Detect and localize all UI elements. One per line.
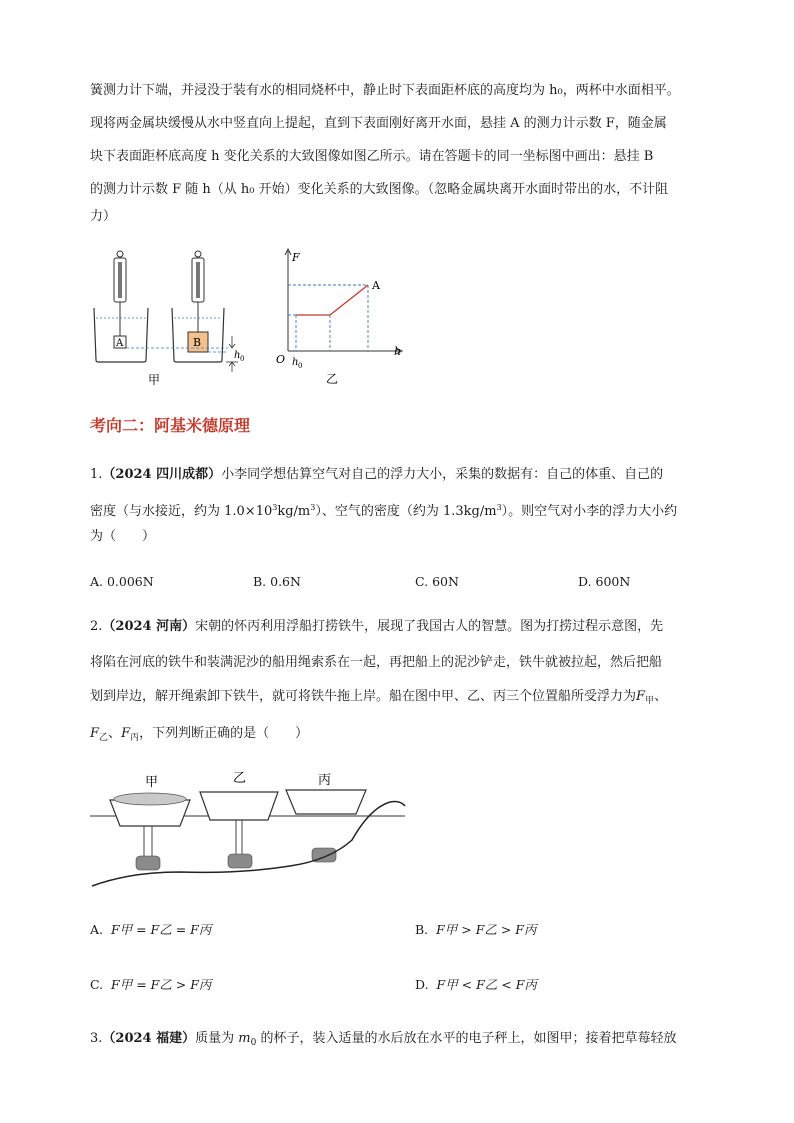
h0-label: h (234, 350, 241, 361)
q2-line-2: 将陷在河底的铁牛和装满泥沙的船用绳索系在一起，再把船上的泥沙铲走，铁牛就被拉起，然后把船 (90, 655, 663, 670)
q1-option-a[interactable]: A. 0.006N (90, 574, 154, 589)
block-b-label: B (193, 336, 202, 349)
h0-subscript: 0 (240, 355, 245, 363)
axis-h-label: h (394, 345, 402, 358)
figure-yi-graph (272, 245, 412, 390)
section-title: 考向二：阿基米德原理 (90, 416, 251, 435)
q1-option-d[interactable]: D. 600N (578, 574, 631, 589)
intro-line-4: 的测力计示数 F 随 h（从 h₀ 开始）变化关系的大致图像。（忽略金属块离开水面时带出的水，不计阻 (90, 182, 669, 197)
q1-source: （2024 四川成都） (102, 467, 222, 482)
q2-option-a[interactable]: A. F甲 = F乙 = F丙 (90, 922, 212, 937)
q1-line-3: 为（ ） (90, 529, 156, 544)
q1-number: 1. (90, 467, 103, 482)
intro-line-2: 现将两金属块缓慢从水中竖直向上提起，直到下表面刚好离开水面，悬挂 A 的测力计示数 F，随金属 (90, 116, 667, 131)
figure-yi-caption: 乙 (326, 372, 339, 386)
origin-label: O (276, 353, 286, 366)
figure-jia-caption: 甲 (148, 373, 161, 387)
h0-tick-subscript: 0 (298, 362, 303, 370)
boat-yi-label: 乙 (233, 771, 247, 786)
curve-a-label: A (372, 279, 380, 292)
q1-line-1: 1.（2024 四川成都）小李同学想估算空气对自己的浮力大小，采集的数据有：自己的体重、自己的 (90, 467, 664, 482)
intro-line-3: 块下表面距杯底高度 h 变化关系的大致图像如图乙所示。请在答题卡的同一坐标图中画出：悬挂 B (90, 149, 654, 164)
h0-tick-label: h (292, 357, 299, 368)
figure-jia-beakers (88, 248, 258, 388)
boat-jia-label: 甲 (145, 775, 159, 790)
q3-line-1: 3.（2024 福建）质量为 $m_0$ 的杯子，装入适量的水后放在水平的电子秤上，如图甲；接着把草莓轻放 (90, 1031, 677, 1048)
q2-option-b[interactable]: B. F甲 > F乙 > F丙 (415, 922, 537, 937)
q1-option-c[interactable]: C. 60N (415, 574, 459, 589)
boat-bing-label: 丙 (318, 773, 332, 788)
q2-line-3: 划到岸边，解开绳索卸下铁牛，就可将铁牛拖上岸。船在图中甲、乙、丙三个位置船所受浮力为$F_甲$、 (90, 689, 668, 706)
q2-line-4: $F_乙$、$F_丙$，下列判断正确的是（ ） (90, 726, 309, 743)
q2-line-1: 2.（2024 河南）宋朝的怀丙利用浮船打捞铁牛，展现了我国古人的智慧。图为打捞过程示意图，先 (90, 619, 664, 634)
q2-option-c[interactable]: C. F甲 = F乙 > F丙 (90, 977, 212, 992)
intro-line-5: 力） (90, 209, 117, 224)
block-a-label: A (116, 338, 124, 349)
boat-salvage-diagram (90, 768, 410, 890)
q2-option-d[interactable]: D. F甲 < F乙 < F丙 (415, 977, 537, 992)
q1-option-b[interactable]: B. 0.6N (253, 574, 301, 589)
intro-line-1: 簧测力计下端，并浸没于装有水的相同烧杯中，静止时下表面距杯底的高度均为 h₀，两杯中水面相平。 (90, 83, 680, 98)
q1-line-2: 密度（与水接近，约为 $1.0\times 10^3kg/m^3$）、空气的密度（约为 $1.3kg/m^3$）。则空气对小李的浮力大小约 (90, 503, 678, 519)
axis-f-label: F (292, 251, 300, 264)
